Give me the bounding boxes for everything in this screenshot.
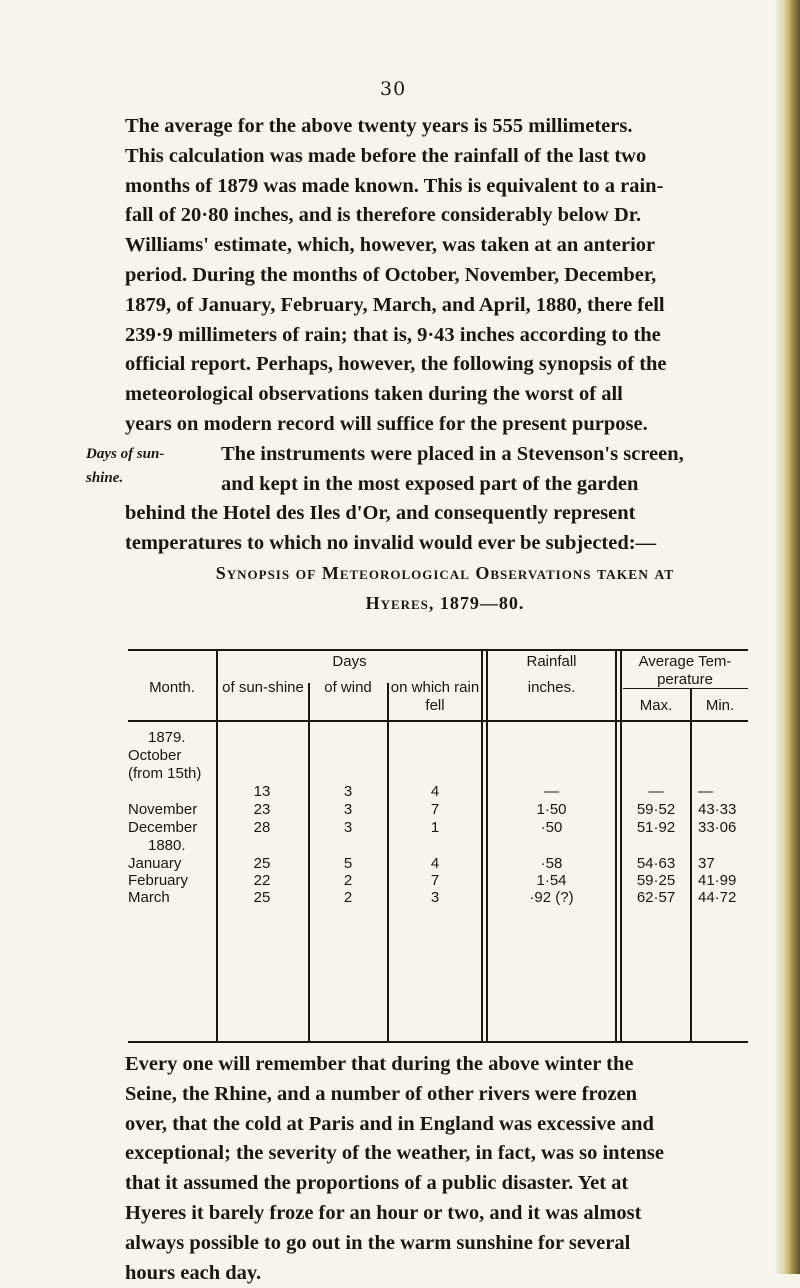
text-line: over, that the cold at Paris and in England was excessive and xyxy=(125,1112,654,1135)
max-temp-cell: 59·25 xyxy=(636,872,676,889)
heading-word: OF xyxy=(295,567,317,582)
table-bottom-rule xyxy=(128,1041,748,1043)
text-line: that it assumed the proportions of a public disaster. Yet at xyxy=(125,1172,629,1195)
text-line: behind the Hotel des Iles d'Or, and consequently represent xyxy=(125,502,636,525)
rainfall-cell: 1·50 xyxy=(536,801,567,818)
text-line: The average for the above twenty years is 555 millimeters. xyxy=(125,115,633,137)
page-gutter-shade xyxy=(774,0,782,1274)
text-line: Every one will remember that during the above winter the xyxy=(125,1053,634,1075)
min-temp-cell: 37 xyxy=(698,855,715,872)
sunshine-cell: 25 xyxy=(253,889,271,906)
column-rule xyxy=(615,649,617,1043)
max-temp-cell: 62·57 xyxy=(636,889,676,906)
wind-cell: 3 xyxy=(343,801,353,818)
header-sunshine: of sun-shine xyxy=(222,679,304,696)
max-temp-cell: 59·52 xyxy=(636,801,676,818)
text-line: exceptional; the severity of the weather, in fact, was so intense xyxy=(125,1142,664,1165)
text-line: and kept in the most exposed part of the garden xyxy=(221,472,639,495)
text-line: months of 1879 was made known. This is equivalent to a rain- xyxy=(125,174,664,197)
sunshine-cell: 25 xyxy=(253,855,271,872)
side-note-line-2: shine. xyxy=(86,470,124,486)
table-heading-line-2: Hyeres, 1879—80. xyxy=(365,593,525,613)
rain-days-cell: 7 xyxy=(430,801,440,818)
wind-cell: 5 xyxy=(343,855,353,872)
header-rainfall: Rainfall xyxy=(526,653,577,670)
header-average-temperature: Average Tem-perature xyxy=(638,653,732,688)
text-line: The instruments were placed in a Stevenson's screen, xyxy=(221,442,684,465)
text-line: Seine, the Rhine, and a number of other rivers were frozen xyxy=(125,1082,638,1105)
text-line: hours each day. xyxy=(125,1261,262,1284)
text-line: Hyeres it barely froze for an hour or two, and it was almost xyxy=(125,1201,642,1224)
heading-word: TAKEN xyxy=(596,567,649,582)
max-temp-cell: 54·63 xyxy=(636,855,676,872)
book-edge xyxy=(782,0,800,1274)
header-month: Month. xyxy=(149,679,195,696)
min-temp-cell: 41·99 xyxy=(698,872,737,889)
header-rain-days: on which rain fell xyxy=(390,679,480,714)
heading-word: Meteorological xyxy=(321,563,470,583)
wind-cell: 2 xyxy=(343,872,353,889)
text-line: 1879, of January, February, March, and April, 1880, there fell xyxy=(125,293,665,316)
paragraph-2 xyxy=(125,1050,765,1288)
rainfall-cell: — xyxy=(544,783,559,800)
column-rule xyxy=(481,649,483,1043)
column-rule xyxy=(690,689,692,1043)
text-line: This calculation was made before the rainfall of the last two xyxy=(125,144,647,167)
sunshine-cell: 28 xyxy=(253,819,271,836)
meteorological-table xyxy=(128,649,748,1045)
min-temp-cell: 44·72 xyxy=(698,889,737,906)
sunshine-cell: 13 xyxy=(253,783,271,800)
month-cell: March xyxy=(128,889,170,906)
text-line: meteorological observations taken during the worst of all xyxy=(125,383,623,406)
paragraph-1 xyxy=(125,112,765,559)
text-line: fall of 20·80 inches, and is therefore considerably below Dr. xyxy=(125,204,642,227)
heading-word: Synopsis xyxy=(215,563,291,583)
heading-word: Observations xyxy=(475,563,592,583)
min-temp-cell: 33·06 xyxy=(698,819,737,836)
min-temp-cell: 43·33 xyxy=(698,801,737,818)
rain-days-cell: 4 xyxy=(430,783,440,800)
rain-days-cell: 4 xyxy=(430,855,440,872)
header-days: Days xyxy=(332,653,367,670)
side-note-line-1: Days of sun- xyxy=(86,446,165,462)
sunshine-cell: 23 xyxy=(253,801,271,818)
rain-days-cell: 3 xyxy=(430,889,440,906)
rain-days-cell: 7 xyxy=(430,872,440,889)
rain-days-cell: 1 xyxy=(430,819,440,836)
text-line: 239·9 millimeters of rain; that is, 9·43 inches according to the xyxy=(125,323,661,346)
month-cell: October (from 15th) xyxy=(128,747,202,782)
text-line: Williams' estimate, which, however, was taken at an anterior xyxy=(125,234,656,257)
header-min: Min. xyxy=(705,697,735,714)
header-wind: of wind xyxy=(324,679,372,696)
wind-cell: 3 xyxy=(343,819,353,836)
table-top-rule xyxy=(128,649,748,651)
month-cell: February xyxy=(128,872,189,889)
column-rule xyxy=(216,649,218,1043)
header-inches: inches. xyxy=(527,679,576,696)
text-line: years on modern record will suffice for the present purpose. xyxy=(125,412,648,435)
column-rule xyxy=(486,649,488,1043)
text-line: always possible to go out in the warm sunshine for several xyxy=(125,1231,631,1254)
sunshine-cell: 22 xyxy=(253,872,271,889)
wind-cell: 2 xyxy=(343,889,353,906)
min-temp-cell: — xyxy=(698,783,713,800)
max-temp-cell: — xyxy=(648,783,664,800)
month-cell: November xyxy=(128,801,198,818)
text-line: temperatures to which no invalid would ever be subjected:— xyxy=(125,532,657,555)
rainfall-cell: ·58 xyxy=(540,855,563,872)
year-label-1879: 1879. xyxy=(148,729,186,746)
table-header-rule xyxy=(128,720,748,722)
rainfall-cell: ·50 xyxy=(540,819,563,836)
table-heading-line-1 xyxy=(125,563,765,584)
month-cell: December xyxy=(128,819,198,836)
max-temp-cell: 51·92 xyxy=(636,819,676,836)
text-line: official report. Perhaps, however, the following synopsis of the xyxy=(125,353,667,376)
rainfall-cell: 1·54 xyxy=(536,872,567,889)
year-label-1880: 1880. xyxy=(148,837,186,854)
header-max: Max. xyxy=(639,697,673,714)
page-number: 30 xyxy=(380,78,407,100)
heading-word: AT xyxy=(654,567,675,582)
text-line: period. During the months of October, November, December, xyxy=(125,263,657,286)
month-cell: January xyxy=(128,855,182,872)
rainfall-cell: ·92 (?) xyxy=(529,889,574,906)
wind-cell: 3 xyxy=(343,783,353,800)
